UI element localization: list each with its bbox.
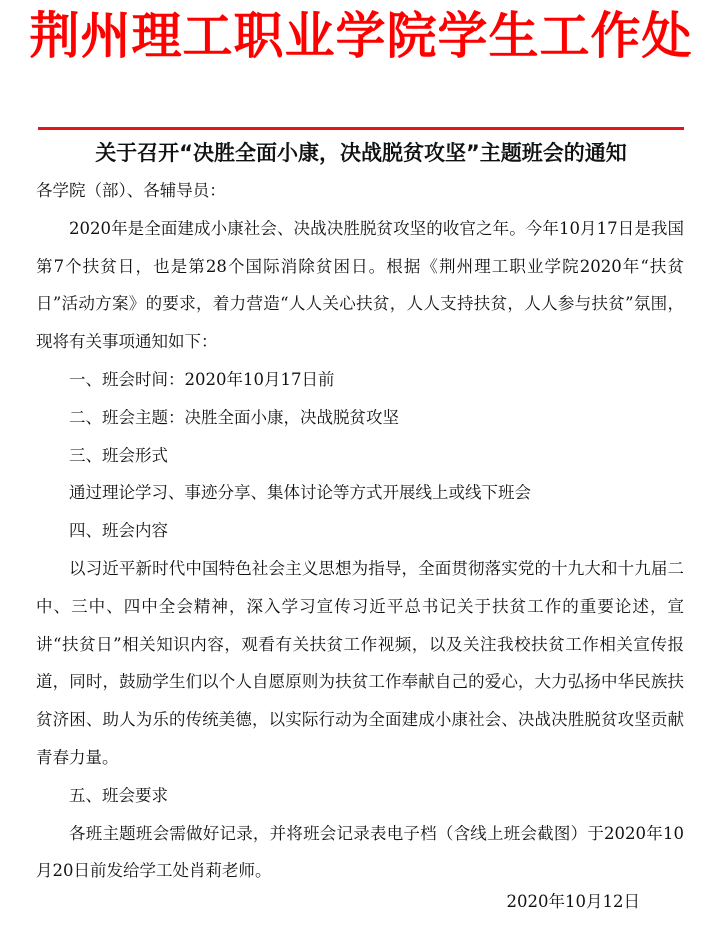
intro-paragraph: 2020年是全面建成小康社会、决战决胜脱贫攻坚的收官之年。今年10月17日是我国第7个扶贫日，也是第28个国际消除贫困日。根据《荆州理工职业学院2020年“扶贫日”活动方案》的要求，着力营造“人人关心扶贫，人人支持扶贫，人人参与扶贫”氛围，现将有关事项通知如下： [36, 218, 684, 352]
section-requirements-heading: 五、班会要求 [69, 785, 168, 805]
section-format-text: 通过理论学习、事迹分享、集体讨论等方式开展线上或线下班会 [69, 483, 531, 503]
notice-body [36, 172, 684, 890]
section-format-heading: 三、班会形式 [69, 445, 168, 465]
section-theme: 二、班会主题：决胜全面小康，决战脱贫攻坚 [69, 407, 399, 427]
red-header-rule [38, 127, 684, 130]
section-content-text: 以习近平新时代中国特色社会主义思想为指导，全面贯彻落实党的十九大和十九届二中、三中、四中全会精神，深入学习宣传习近平总书记关于扶贫工作的重要论述，宣讲“扶贫日”相关知识内容，观看有关扶贫工作视频，以及关注我校扶贫工作相关宣传报道，同时，鼓励学生们以个人自愿原则为扶贫工作奉献自己的爱心，大力弘扬中华民族扶贫济困、助人为乐的传统美德，以实际行动为全面建成小康社会、决战决胜脱贫攻坚贡献青春力量。 [36, 558, 684, 767]
section-content-heading: 四、班会内容 [69, 521, 168, 541]
section-time: 一、班会时间：2020年10月17日前 [69, 369, 335, 389]
section-requirements-text: 各班主题班会需做好记录，并将班会记录表电子档（含线上班会截图）于2020年10月20日前发给学工处肖莉老师。 [36, 823, 684, 881]
institution-masthead: 荆州理工职业学院学生工作处 [29, 7, 693, 65]
notice-title: 关于召开“决胜全面小康，决战脱贫攻坚”主题班会的通知 [95, 141, 627, 165]
salutation: 各学院（部）、各辅导员： [36, 181, 226, 200]
issue-date: 2020年10月12日 [506, 892, 640, 911]
